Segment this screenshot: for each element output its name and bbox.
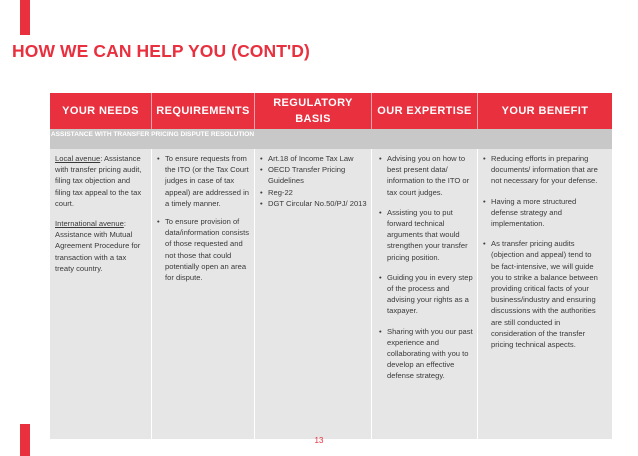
local-avenue-description: : Assistance with transfer pricing audit, filing tax objection and filing tax appeal to the tax court.	[55, 154, 142, 208]
bullet-icon: •	[379, 207, 382, 217]
column-header-your-needs: YOUR NEEDS	[50, 93, 152, 129]
cell-regulatory-basis	[255, 149, 372, 439]
cell-your-benefit	[478, 149, 612, 439]
list-item: • Assisting you to put forward technical arguments that would strengthen your transfer pricing position.	[379, 207, 468, 262]
list-item: • Advising you on how to best present data/ information to the ITO or tax court judges.	[379, 154, 470, 197]
bullet-icon: •	[379, 154, 382, 163]
table-header-row	[50, 93, 612, 129]
list-item: • Guiding you in every step of the process and advising your rights as a taxpayer.	[379, 272, 473, 316]
local-avenue-label: Local avenue	[55, 154, 101, 163]
bullet-icon: •	[483, 239, 486, 249]
services-table	[50, 93, 612, 439]
page-number: 13	[314, 436, 324, 445]
bullet-icon: •	[260, 198, 263, 208]
column-header-our-expertise: OUR EXPERTISE	[372, 93, 478, 129]
bullet-icon: •	[260, 165, 263, 175]
list-item: • OECD Transfer Pricing Guidelines	[260, 165, 346, 186]
international-avenue-text	[55, 218, 147, 274]
bullet-icon: •	[483, 154, 486, 163]
column-header-your-benefit: YOUR BENEFIT	[501, 105, 589, 117]
local-avenue-text	[55, 153, 147, 209]
list-item: • DGT Circular No.50/PJ/ 2013	[260, 198, 367, 208]
subheader-label: ASSISTANCE WITH TRANSFER PRICING DISPUTE RESOLUTION	[50, 131, 255, 138]
list-item: • To ensure provision of data/information consists of those requested and not those that could potentially open an area for dispute.	[157, 217, 249, 283]
table-body-row	[50, 149, 612, 439]
bullet-icon: •	[157, 217, 160, 227]
cell-requirements	[152, 149, 255, 439]
list-item: • To ensure requests from the ITO (or the Tax Court judges in case of tax appeal) are addressed in a timely manner.	[157, 154, 250, 208]
list-item: • As transfer pricing audits (objection and appeal) tend to be fact-intensive, we will guide you to strike a balance between providing critical facts of your business/industry and ensuring discussions with the authorities are still conducted in consideration of the transfer pricing technical aspects.	[483, 239, 598, 350]
cell-your-needs	[50, 149, 152, 439]
list-item: • Reg-22	[260, 187, 293, 197]
international-avenue-description: : Assistance with Mutual Agreement Procedure for transaction with a tax treaty country.	[55, 219, 141, 273]
bullet-icon: •	[157, 154, 160, 163]
list-item: • Sharing with you our past experience and collaborating with you to develop an effective defense strategy.	[379, 326, 473, 381]
column-header-regulatory-basis: REGULATORY BASIS	[255, 93, 372, 129]
cell-our-expertise	[372, 149, 478, 439]
bullet-icon: •	[379, 326, 382, 336]
list-item: • Reducing efforts in preparing documents/ information that are not necessary for your defense.	[483, 154, 598, 186]
column-header-requirements: REQUIREMENTS	[152, 93, 255, 129]
bullet-icon: •	[260, 154, 263, 163]
international-avenue-label: International avenue	[55, 219, 124, 229]
subheader-row	[50, 129, 612, 149]
page-title: HOW WE CAN HELP YOU (CONT'D)	[12, 41, 310, 61]
bullet-icon: •	[260, 187, 263, 197]
bullet-icon: •	[379, 272, 382, 282]
accent-bar-top	[20, 0, 30, 35]
bullet-icon: •	[483, 196, 486, 206]
list-item: • Having a more structured defense strategy and implementation.	[483, 196, 577, 229]
list-item: • Art.18 of Income Tax Law	[260, 154, 354, 163]
